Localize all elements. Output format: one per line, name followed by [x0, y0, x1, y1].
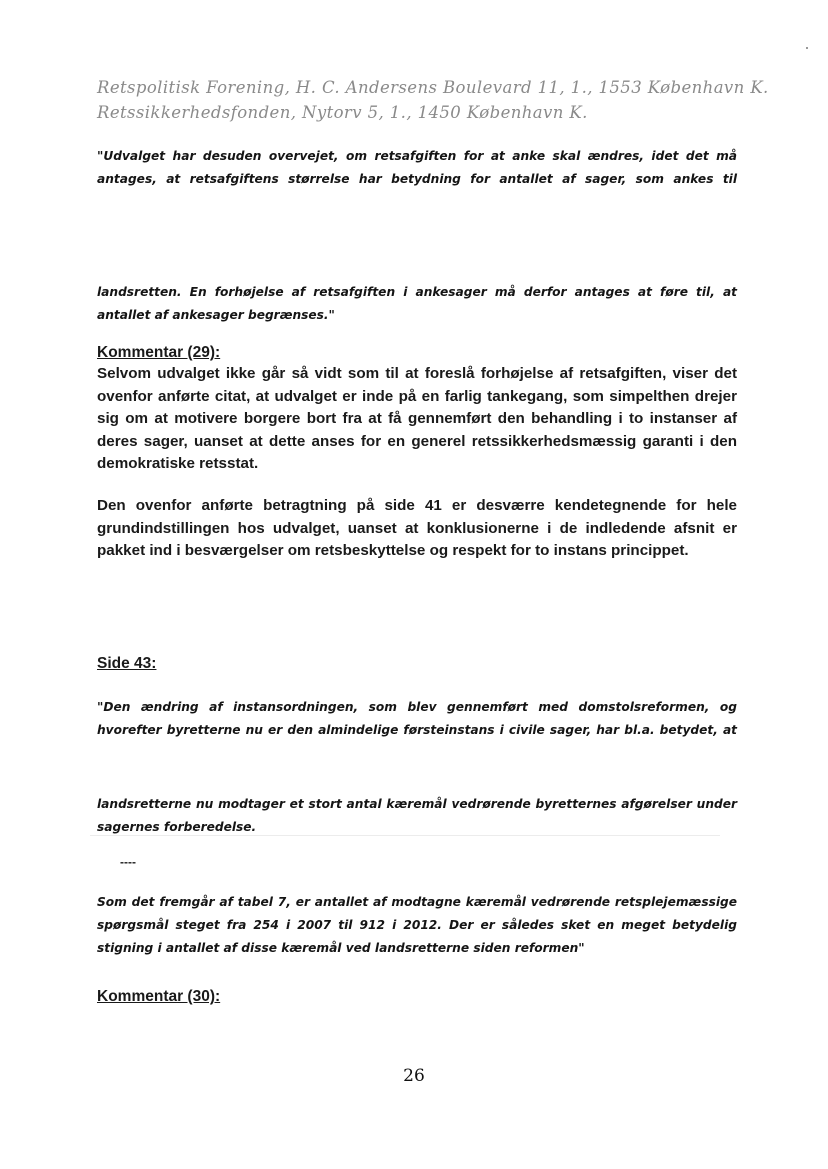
comment-29-paragraph-1: Selvom udvalget ikke går så vidt som til at foreslå forhøjelse af retsafgiften, viser det ovenfor anførte citat, at udvalget er inde på en farlig tankegang, som simpelthen drejer sig om at motivere borgere bort fra at få gennemført den behandling i to instanser af deres sager, uanset at dette anses for en generel retssikkerhedsmæssig garanti i den demokratiske retsstat.: [97, 365, 737, 472]
comment-29-heading: Kommentar (29):: [97, 344, 221, 361]
side-43-quote-part-3: Som det fremgår af tabel 7, er antallet af modtagne kæremål vedrørende retsplejemæssige spørgsmål steget fra 254 i 2007 til 912 i 2012. Der er således sket en meget betydelig stigning i antallet af disse kæremål ved landsretterne siden reformen": [97, 895, 737, 955]
faint-scan-line: [90, 835, 720, 836]
side-43-quote-part-2: landsretterne nu modtager et stort antal kæremål vedrørende byretternes afgørelser under sagernes forberedelse.: [97, 797, 737, 834]
omission-dash: ----: [120, 855, 136, 869]
scan-speck: [806, 47, 808, 49]
comment-29-paragraph-2: Den ovenfor anførte betragtning på side 41 er desværre kendetegnende for hele grundindstillingen hos udvalget, uanset at konklusionerne i de indledende afsnit er pakket ind i besværgelser om retsbeskyttelse og respekt for to instans princippet.: [97, 497, 737, 559]
comment-30-heading: Kommentar (30):: [97, 988, 221, 1005]
side-43-heading: Side 43:: [97, 655, 157, 672]
page-number: 26: [403, 1066, 425, 1086]
side-43-quote-part-1: "Den ændring af instansordningen, som blev gennemført med domstolsreformen, og hvorefter byretterne nu er den almindelige førsteinstans i civile sager, har bl.a. betydet, at: [97, 700, 737, 737]
header-line-2: Retssikkerhedsfonden, Nytorv 5, 1., 1450 København K.: [97, 103, 588, 122]
quote-1-part-1: "Udvalget har desuden overvejet, om retsafgiften for at anke skal ændres, idet det må antages, at retsafgiftens størrelse har betydning for antallet af sager, som ankes til: [97, 149, 737, 186]
quote-1-part-2: landsretten. En forhøjelse af retsafgiften i ankesager må derfor antages at føre til, at antallet af ankesager begrænses.": [97, 285, 737, 322]
header-line-1: Retspolitisk Forening, H. C. Andersens Boulevard 11, 1., 1553 København K.: [97, 78, 769, 97]
